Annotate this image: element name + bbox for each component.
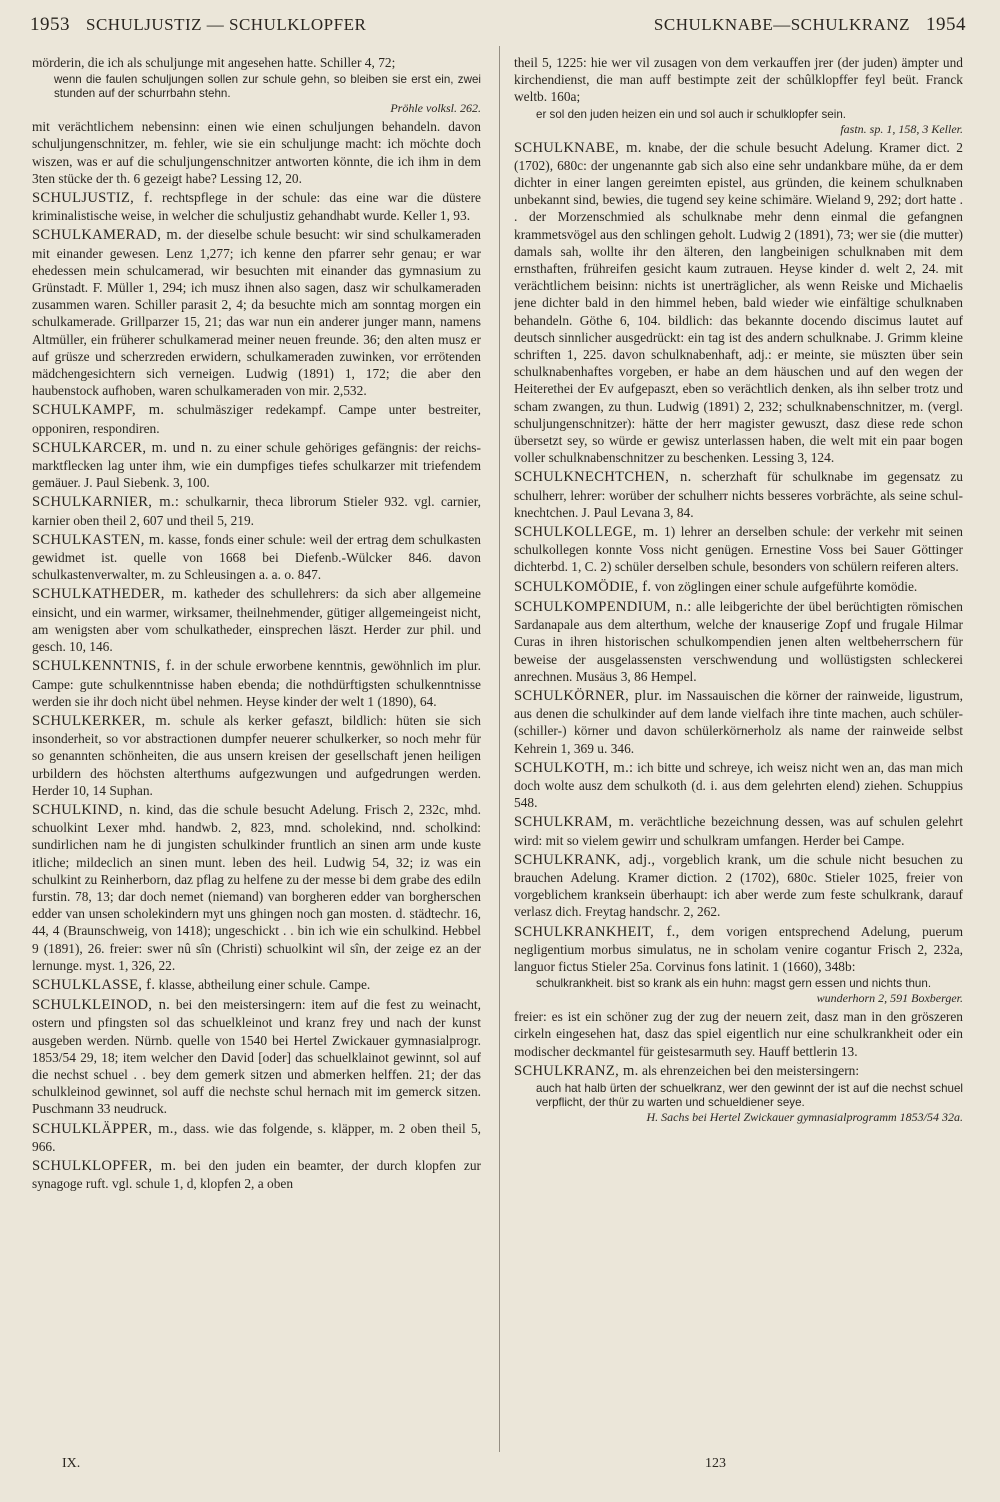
lemma: SCHULKRANKHEIT, f.,	[514, 923, 680, 940]
entry-schulklasse	[32, 976, 481, 994]
entry-text: als ehrenzeichen bei den meistersingern:	[641, 1062, 860, 1078]
entry-text: der dieselbe schule besucht: wir sind schulkameraden mit einander gewesen. Lenz 1,277; ich kenne den pfarrer sehr genau; er war ehedessen mein schulcamerad, wir besuchten mit einander das gymnasium zu Grünstadt. F. Müller 1, 294; ich musz ihnen also sagen, dasz wir schulkameraden zusammen waren. Schiller parasit 2, 4; da besuchte mich am sonntag morgen ein schulkamerade. Grillparzer 15, 21; das war nun ein anderer junger mann, namens Altmüller, ein früherer schulkamerad meiner neuen freunde. 36; den alten musz er auf grüsze und scherzreden erwidern, schulkameraden zuwinken, vor errötenden mädchengesichtern sich verneigen. Ludwig (1891) 1, 172; die aber den haubenstock aufhoben, waren schulkameraden von mir. 2,532.	[32, 227, 481, 399]
entry-schulkranz	[514, 1062, 963, 1080]
lemma: SCHULKLEINOD, n.	[32, 997, 171, 1014]
entry-schulknabe	[514, 139, 963, 467]
verse-quote	[54, 73, 481, 115]
lemma: SCHULKARNIER, m.:	[32, 494, 180, 511]
entry-paragraph: mit verächtlichem nebensinn: einen wie einen schuljungen behandeln. davon schuljungenschnitzer, m. fehler, wie sie ein schuljunge macht: ich möchte doch wiszen, was er auf die schuljungenschnitzer antworten könnte, die ich ihm in dem 3ten stücke der th. 6 gezeigt habe? Lessing 12, 20.	[32, 119, 481, 186]
entry-text: kind, das die schule besucht Adelung. Frisch 2, 232c, mhd. schuolkint Lexer mhd. handwb. 2, 823, mnd. scholekind, nnd. scholkind: sundirlichen nam he di jungisten schulkinder fruntlich an sinen arm unde kuste itliche; mildeclich an sinen munt. leben des heil. Ludwig 54, 32; iz was ein schulkint zu Reinherborn, daz pflag zu helfene zu der messe bi dem grabe des ediln furstin. 78, 13; dar doch nemet (niemand) van borgheren edder van borgherschen edder van unsen scholekindern myt uns ghingen noch gan mosten. d. städtechr. 16, 44, 4 (Braunschweig, von 1418); ungeschickt . . bin ich wie ein schulkind. Hebbel 9 (1891), 26. freier: swer nû sîn (Christi) schuolkint wil sîn, der zeige ez an der lernunge. myst. 1, 326, 22.	[32, 801, 481, 973]
right-running-head: SCHULKNABE—SCHULKRANZ	[653, 15, 910, 34]
entry-schulkrank	[514, 851, 963, 921]
lemma: SCHULKASTEN, m.	[32, 531, 165, 548]
entry-text: rechtspflege in der schule: das eine war die düstere kriminalistische weise, in welcher die schuljustiz gehandhabt wurde. Keller 1, 93.	[32, 190, 481, 224]
entry-text: 1) lehrer an derselben schule: der verkehr mit seinen schulkollegen konnte Voss nicht genügen. Ernestine Voss bei Sauer Göttinger dichterbd. 1, C. 2) schüler derselben schule, besonders von schülern reiferen alters.	[514, 524, 963, 575]
entry-text: knabe, der die schule besucht Adelung. Kramer dict. 2 (1702), 680c: der ungenannte gab sich also eine sehr undankbare mühe, da er dem dichter in einer langen gereimten epistel, aus gründen, die keinem schulknaben unbekannt sind, bewies, die tugend sey keine schimäre. Wieland 9, 292; dort hatte . . der Morzenschmied als schulknabe mehr denn einmal die gefangnen krammetsvögel aus den schlingen geholt. Ludwig 2 (1891), 73; wer sie (die mutter) damals sah, wollte ihr den älteren, den langbeinigen schulknaben mit dem ernsthaften, frühreifen gesicht kaum zutrauen. Heyse kinder d. welt 2, 24. mit verächtlichem beisinn: nichts ist unerträglicher, als wenn Reiske und Michaelis jene dichter bald in den himmel heben, bald wieder wie einfältige schulknaben behandeln. Göthe 6, 104. bildlich: das bekannte docendo discimus lautet auf deutsch sinnlicher ausgedrückt: ein tag ist des andern schulknabe. J. Grimm kleine schriften 1, 225. davon schulknabenhaft, adj.: er meinte, sie müszten über sein schulknabenhaftes vorgeben, er habe an dem häuschen und auf den wegen der Heiterethei der Ev aufgepaszt, eben so verächtlich denken, als ihn selber trotz und scham zwangen, zu thun. Ludwig (1891) 2, 232; schulknabenschnitzer, m. (vergl. schuljungenschnitzer): hätte der herr magister gewuszt, dasz diese rede schon übersetzt sey, so würde er gewisz unterlassen haben, die welt mit ein paar bogen voller schulknabenschnitzer zu beschenken. Lessing 3, 124.	[514, 139, 963, 466]
entry-schulkoerner	[514, 687, 963, 757]
left-column	[32, 54, 481, 1454]
quote-text: auch hat halb ürten der schuelkranz, wer den gewinnt der ist auf die nechst schuel verpflicht, der thür zu warten und schueldiener seye.	[536, 1081, 963, 1109]
lemma: SCHULKOTH, m.:	[514, 759, 634, 776]
entry-text: von zöglingen einer schule aufgeführte komödie.	[654, 578, 918, 594]
entry-schulkamerad	[32, 226, 481, 399]
lemma: SCHULKLÄPPER, m.,	[32, 1120, 178, 1137]
entry-text: dem vorigen entsprechend Adelung, puerum negligentium morbus simulatus, ne in scholam venire cogantur Frisch 2, 232a, languor fictus Stieler 25a. Corvinus fons latinit. 1 (1660), 348b:	[514, 923, 963, 974]
entry-schuljustiz	[32, 189, 481, 224]
entry-schulkomoedie	[514, 578, 963, 596]
lemma: SCHULKENNTNIS, f.	[32, 658, 176, 675]
lemma: SCHULKNECHTCHEN, n.	[514, 469, 692, 486]
lemma: SCHULKNABE, m.	[514, 139, 642, 156]
left-page-number: 1953	[30, 14, 70, 35]
entry-text: schulmäsziger redekampf. Campe unter bestreiter, opponiren, respondiren.	[32, 402, 481, 436]
entry-text: kasse, fonds einer schule: weil der ertrag dem schulkasten gewidmet ist. quelle von 1668 bei Diefenb.-Wülcker 846. davon schulkastenverwalter, m. zu Schleusingen a. a. o. 847.	[32, 531, 481, 583]
lemma: SCHULKOLLEGE, m.	[514, 524, 659, 541]
right-column	[514, 54, 963, 1454]
entry-text: zu einer schule gehöriges gefängnis: der reichs-marktflecken lag unter ihm, wie ein dumpfiges tiefes schulkarzer mit triefendem gemäuer. J. Paul Siebenk. 3, 100.	[32, 439, 481, 491]
lemma: SCHULKRAM, m.	[514, 814, 635, 831]
entry-text: in der schule erworbene kenntnis, gewöhnlich im plur. Campe: gute schulkenntnisse haben ebenda; die nothdürftigsten schulkenntnisse werden sie ihr doch nicht übel nehmen. Heyse kinder der welt 1 (1890), 64.	[32, 658, 481, 709]
page-header	[30, 14, 966, 42]
quote-ref: H. Sachs bei Hertel Zwickauer gymnasialprogramm 1853/54 32a.	[646, 1109, 963, 1124]
left-running-head: SCHULJUSTIZ — SCHULKLOPFER	[86, 15, 367, 34]
volume-mark: IX.	[62, 1456, 81, 1471]
header-left	[30, 14, 495, 36]
entry-schulkarnier	[32, 493, 481, 528]
entry-continuation: mörderin, die ich als schuljunge mit angesehen hatte. Schiller 4, 72;	[32, 55, 396, 70]
entry-text: verächtliche bezeichnung dessen, was auf schulen gelehrt wird: mit so vielem gewirr und schulkram umfangen. Herder bei Campe.	[514, 814, 963, 848]
entry-schulkompendium	[514, 598, 963, 685]
entry-text: dass. wie das folgende, s. kläpper, m. 2 oben theil 5, 966.	[32, 1120, 481, 1154]
lemma: SCHULKÖRNER, plur.	[514, 687, 663, 704]
entry-schulkasten	[32, 531, 481, 584]
verse-quote	[536, 977, 963, 1005]
entry-text: ich bitte und schreye, ich weisz nicht wen an, das man mich doch wolte ausz dem schulkoth (d. i. aus dem gelehrten elend) ziehen. Schuppius 548.	[514, 759, 963, 811]
entry-schulkampf	[32, 401, 481, 436]
entry-schulkram	[514, 813, 963, 848]
entry-text: vorgeblich krank, um die schule nicht besuchen zu brauchen Adelung. Kramer diction. 2 (1702), 680c. Stieler 1025, freier von vorgeblichem kranksein überhaupt: ich aber werde zum feste schulkrank, darauf verlasz dich. Freytag handschr. 2, 262.	[514, 851, 963, 920]
entry-text: schule als kerker gefaszt, bildlich: hüten sie sich insonderheit, so vor abstractionen dumpfer neuerer schulkerker, so noch mehr für so genannten schönheiten, die aus unsern kreisen der gesellschaft jenen heiligen urbildern des höchsten alterthums aufgezwungen und aufgedrungen werden. Herder 10, 14 Suphan.	[32, 712, 481, 798]
entry-text: katheder des schullehrers: da sich aber allgemeine einsicht, und ein warmer, wirksamer, theilnehmender, gütiger allgemeingeist nicht, am wenigsten aber vom schulkatheder, einsprechen läszt. Herder zur phil. und gesch. 10, 146.	[32, 586, 481, 655]
entry-schulkollege	[514, 523, 963, 576]
entry-schulkarcer	[32, 439, 481, 492]
entry-schulknechtchen	[514, 468, 963, 521]
entry-text: bei den meistersingern: item auf die fest zu weinacht, ostern und pfingsten sol das schuelkleinot und kranz frey und nach der kunst ausgeben werden. Nürnb. quelle von 1540 bei Hertel Zwickauer gymnasialprogr. 1853/54 29, 18; item welcher den David [oder] das schuelklainot gewinnt, sol auf die nechst schuel . . bey dem gemerk sitzen und abmerken helffen. 21; der das schulkleinod gewinnet, sol auff die nechste schul hernach mit im gemerck sitzen. Puschmann 33 neudruck.	[32, 997, 481, 1117]
verse-quote	[536, 108, 963, 136]
entry-paragraph: freier: es ist ein schöner zug der zug der neuern zeit, dasz man in den gröszeren cirkeln eingesehen hat, dasz das spiel eigentlich nur eine schulkrankheit oder ein modischer deckmantel für geistesarmuth sey. Hauff bettlerin 13.	[514, 1009, 963, 1059]
lemma: SCHULKRANZ, m.	[514, 1062, 639, 1079]
quote-text: er sol den juden heizen ein und sol auch ir schulklopfer sein.	[536, 107, 847, 121]
signature-mark: 123	[705, 1456, 726, 1471]
lemma: SCHULKAMERAD, m.	[32, 227, 182, 244]
lemma: SCHULJUSTIZ, f.	[32, 190, 153, 207]
entry-text: bei den juden ein beamter, der durch klopfen zur synagoge ruft. vgl. schule 1, d, klopfen 2, a oben	[32, 1157, 481, 1192]
lemma: SCHULKIND, n.	[32, 801, 141, 818]
entry-text: im Nassauischen die körner der rainweide, ligustrum, aus denen die schulkinder auf dem lande vielfach ihre tinte machen, auch schüler- (schiller-) körner und davon schülerkörnerholz als name der rainweide selbst Kehrein 1, 369 u. 346.	[514, 687, 963, 756]
quote-ref: wunderhorn 2, 591 Boxberger.	[816, 991, 963, 1006]
quote-text: wenn die faulen schuljungen sollen zur schule gehn, so bleiben sie erst ein, zwei stunden auf der schurrbahn stehn.	[54, 73, 481, 101]
lemma: SCHULKRANK, adj.,	[514, 851, 656, 868]
entry-schulkoth	[514, 759, 963, 812]
entry-schulklaepper	[32, 1120, 481, 1155]
column-divider	[499, 46, 500, 1452]
quote-ref: fastn. sp. 1, 158, 3 Keller.	[840, 121, 963, 136]
right-page-number: 1954	[926, 14, 966, 35]
verse-quote	[536, 1082, 963, 1124]
lemma: SCHULKARCER, m. und n.	[32, 439, 213, 456]
lemma: SCHULKATHEDER, m.	[32, 586, 188, 603]
lemma: SCHULKLASSE, f.	[32, 976, 156, 993]
entry-schulkind	[32, 801, 481, 974]
quote-ref: Pröhle volksl. 262.	[390, 101, 481, 116]
lemma: SCHULKAMPF, m.	[32, 402, 165, 419]
entry-continuation: theil 5, 1225: hie wer vil zusagen von dem verkauffen jrer (der juden) ämpter und kirchendienst, die man auff bestimpte zeit der schûlklopffer feyl beüt. Franck weltb. 160a;	[514, 55, 963, 105]
header-right	[501, 14, 966, 36]
entry-text: klasse, abtheilung einer schule. Campe.	[158, 976, 371, 992]
entry-schulkenntnis	[32, 657, 481, 710]
lemma: SCHULKOMPENDIUM, n.:	[514, 598, 692, 615]
quote-text: schulkrankheit. bist so krank als ein huhn: magst gern essen und nichts thun.	[536, 977, 932, 991]
entry-text: scherzhaft für schulknabe im gegensatz zu schulherr, lehrer: worüber der schulherr nichts besseres vorbrächte, als seine schul-knechtchen. J. Paul Levana 3, 84.	[514, 469, 963, 520]
entry-schulkleinod	[32, 996, 481, 1117]
entry-text: schulkarnir, theca librorum Stieler 932. vgl. carnier, karnier oben theil 2, 607 und theil 5, 219.	[32, 494, 481, 528]
entry-schulkrankheit	[514, 923, 963, 976]
entry-schulkerker	[32, 712, 481, 799]
lemma: SCHULKOMÖDIE, f.	[514, 578, 652, 595]
entry-text: alle leibgerichte der übel berüchtigten römischen Sardanapale aus dem alterthum, welche der knauserige Zopf und frugale Hilmar Curas in ihren historischen schulkompendien jenen alten weltbeherrschern für beweise der ausgelassensten verschwendung und wollüstigsten schleckerei anrechnen. Musäus 3, 86 Hempel.	[514, 598, 963, 684]
entry-schulkatheder	[32, 585, 481, 655]
entry-schulklopfer	[32, 1157, 481, 1192]
lemma: SCHULKERKER, m.	[32, 712, 171, 729]
lemma: SCHULKLOPFER, m.	[32, 1157, 177, 1174]
